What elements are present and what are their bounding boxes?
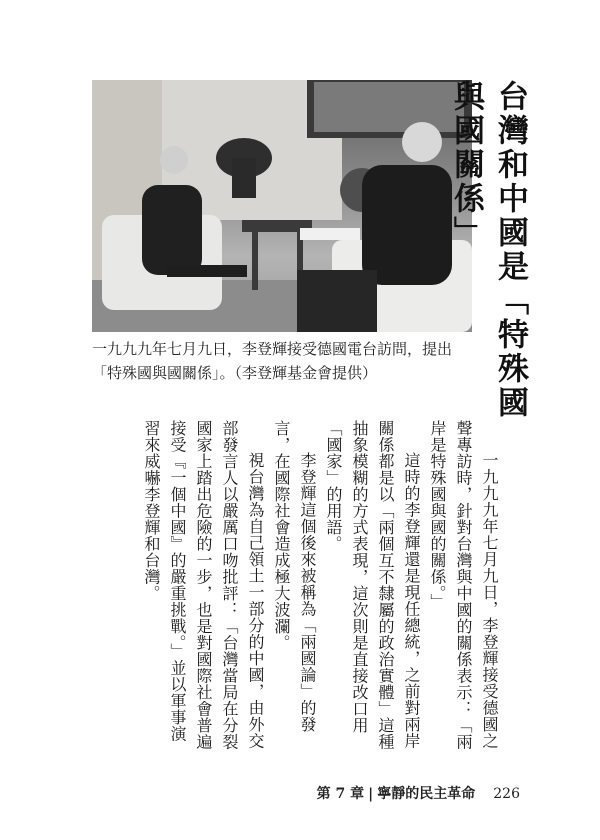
page-number: 226 [493, 786, 520, 802]
body-paragraph: 一九九九年七月九日，李登輝接受德國之聲專訪時，針對台灣與中國的關係表示：「兩岸是特殊國與國的關係。」 [428, 420, 499, 750]
footer-chapter: 第 7 章 [316, 786, 365, 802]
section-title: 台灣和中國是「特殊國與國關係」 [448, 80, 528, 420]
photo-caption [92, 337, 477, 385]
body-text [92, 420, 502, 750]
footer-separator: | [368, 786, 374, 802]
body-paragraph: 這時的李登輝還是現任總統，之前對兩岸關係都是以「兩個互不隸屬的政治實體」這種抽象模糊的方式表現，這次則是直接改口用「國家」的用語。 [324, 420, 421, 750]
body-paragraph: 視台灣為自己領土一部分的中國，由外交部發言人以嚴厲口吻批評：「台灣當局在分裂國家上踏出危險的一步，也是對國際社會普遍接受『一個中國』的嚴重挑戰。」並以軍事演習來威嚇李登輝和台灣。 [142, 420, 265, 750]
body-paragraph: 李登輝這個後來被稱為「兩國論」的發言，在國際社會造成極大波瀾。 [272, 420, 317, 733]
interview-photo [92, 80, 472, 332]
page-footer [300, 783, 520, 807]
caption-text: 一九九九年七月九日，李登輝接受德國電台訪問，提出「特殊國與國關係」。（李登輝基金會提供） [92, 340, 453, 382]
footer-chapter-title: 寧靜的民主革命 [377, 786, 476, 802]
photo-interview-scene-icon [92, 80, 472, 332]
